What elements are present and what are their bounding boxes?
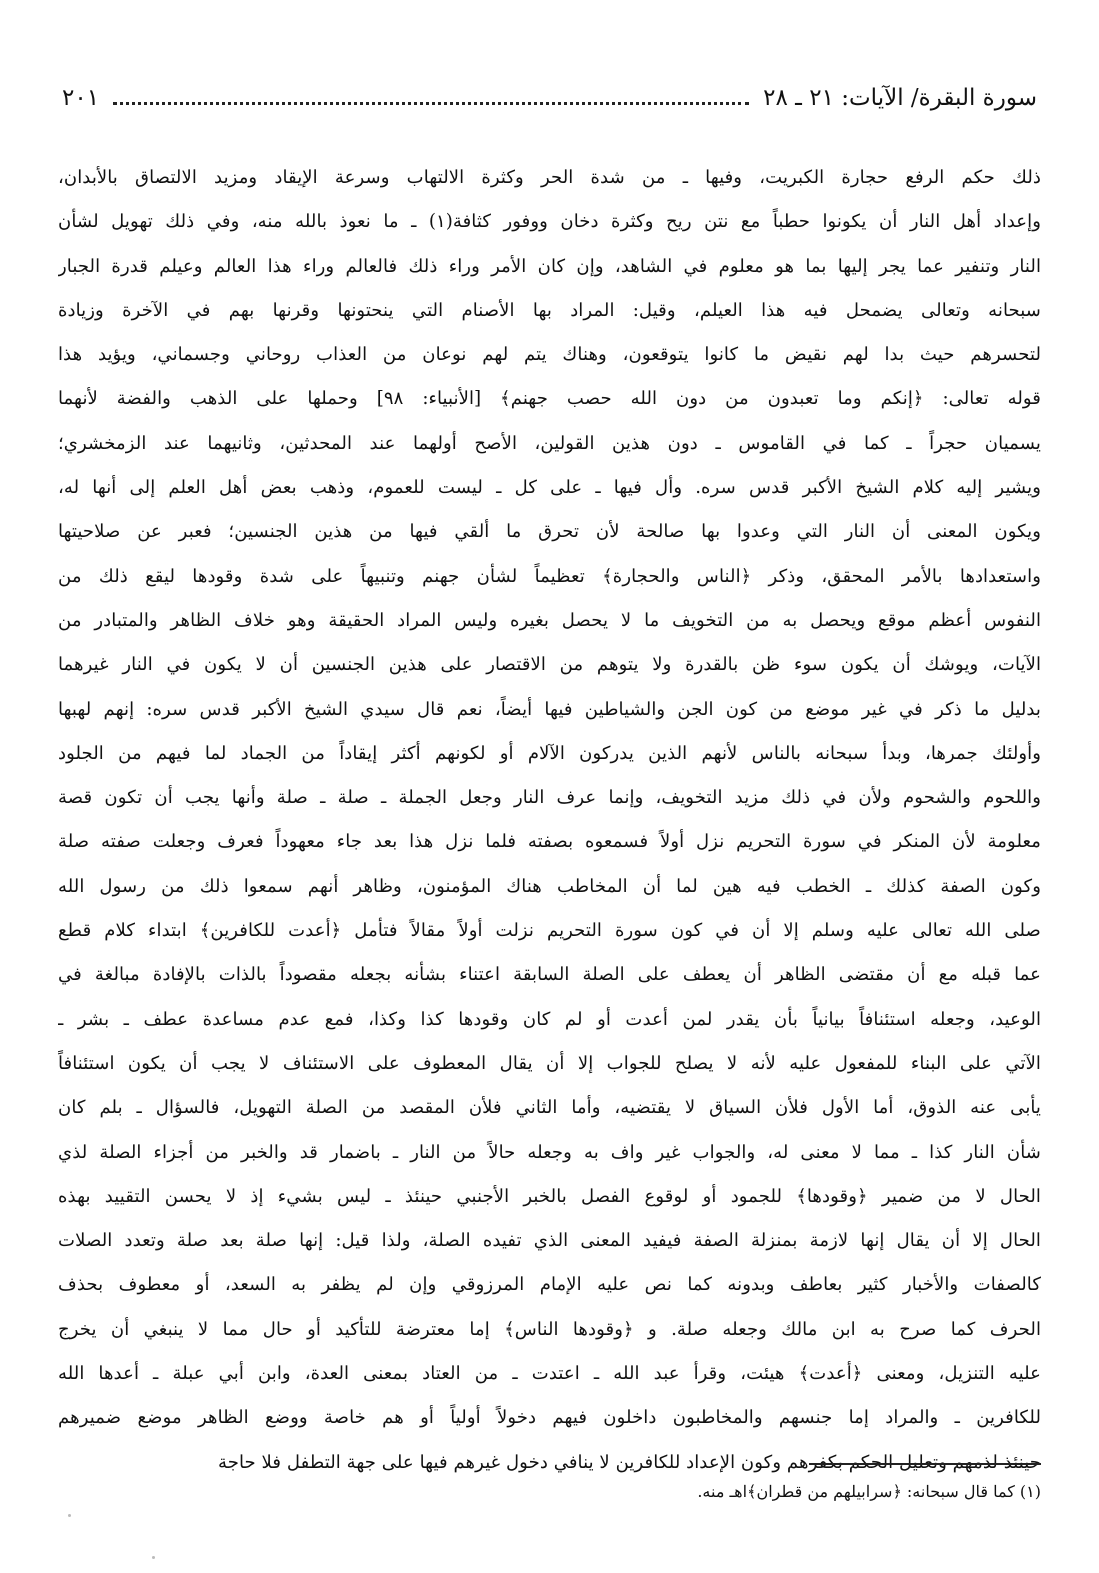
text-line: بدليل ما ذكر في غير موضع من كون الجن والشياطين فيها أيضاً، نعم قال سيدي الشيخ الأكبر قدس سره: إنهم لهبها (58, 698, 1041, 720)
main-text (58, 156, 1041, 1485)
text-line: ويشير إليه كلام الشيخ الأكبر قدس سره. وأل فيها ـ على كل ـ ليست للعموم، وذهب بعض أهل العلم إلى أنها له، (58, 477, 1041, 499)
text-line: عليه التنزيل، ومعنى ﴿أعدت﴾ هيئت، وقرأ عبد الله ـ اعتدت ـ من العتاد بمعنى العدة، وابن أبي عبلة ـ أعدها الله (58, 1363, 1041, 1385)
text-line: الوعيد، وجعله استئنافاً بيانياً بأن يقدر لمن أعدت أو لم كان وقودها كذا وكذا، فمع عدم مساعدة عطف ـ بشر ـ (58, 1008, 1041, 1030)
text-line: كالصفات والأخبار كثير بعاطف وبدونه كما نص عليه الإمام المرزوقي وإن لم يظفر به السعد، أو معطوف بحذف (58, 1274, 1041, 1296)
text-line: الحال لا من ضمير ﴿وقودها﴾ للجمود أو لوقوع الفصل بالخبر الأجنبي حينئذ ـ ليس بشيء إذ لا يحسن التقييد بهذه (58, 1185, 1041, 1207)
text-line: عما قبله مع أن مقتضى الظاهر أن يعطف على الصلة السابقة اعتناء بشأنه بجعله مقصوداً بالذات بالإفادة مبالغة في (58, 964, 1041, 986)
scan-speck (152, 1556, 155, 1559)
text-line: معلومة لأن المنكر في سورة التحريم نزل أولاً فسمعوه بصفته فلما نزل هذا بعد جاء معهوداً فعرف وجعلت صفته صلة (58, 831, 1041, 853)
text-line: وإعداد أهل النار أن يكونوا حطباً مع نتن ريح وكثرة دخان ووفور كثافة(١) ـ ما نعوذ بالله منه، وفي ذلك تهويل لشأن (58, 211, 1041, 233)
text-line: يأبى عنه الذوق، أما الأول فلأن السياق لا يقتضيه، وأما الثاني فلأن المقصد من الصلة التهويل، فالسؤال ـ بلم كان (58, 1097, 1041, 1119)
scan-speck (68, 1514, 71, 1517)
text-line: لتحسرهم حيث بدا لهم نقيض ما كانوا يتوقعون، وهناك يتم لهم نوعان من العذاب روحاني وجسماني، ويؤيد هذا (58, 344, 1041, 366)
text-line: قوله تعالى: ﴿إنكم وما تعبدون من دون الله حصب جهنم﴾ [الأنبياء: ٩٨] وحملها على الذهب والفضة لأنهما (58, 388, 1041, 410)
text-line: شأن النار كذا ـ مما لا معنى له، والجواب غير واف به وجعله حالاً من النار ـ باضمار قد والخبر من أجزاء الصلة لذي (58, 1141, 1041, 1163)
text-line: وكون الصفة كذلك ـ الخطب فيه هين لما أن المخاطب هناك المؤمنون، وظاهر أنهم سمعوا ذلك من رسول الله (58, 875, 1041, 897)
text-line: الحال إلا أن يقال إنها لازمة بمنزلة الصفة فيفيد المعنى الذي تفيده الصلة، ولذا قيل: إنها صلة بعد صلة وتعدد الصلات (58, 1230, 1041, 1252)
text-line: النار وتنفير عما يجر إليها بما هو معلوم في الشاهد، وإن كان الأمر وراء ذلك فالعالم وراء هذا العالم وعيلم قدرة الجبار (58, 255, 1041, 277)
surah-title: سورة البقرة/ الآيات: ٢١ ـ ٢٨ (763, 85, 1037, 111)
page-number: ٢٠١ (62, 85, 100, 111)
footnote: (١) كما قال سبحانه: ﴿سرابيلهم من قطران﴾اهـ منه. (697, 1482, 1041, 1501)
text-line: ويكون المعنى أن النار التي وعدوا بها صالحة لأن تحرق ما ألقي فيها من هذين الجنسين؛ فعبر عن صلاحيتها (58, 521, 1041, 543)
text-line: للكافرين ـ والمراد إما جنسهم والمخاطبون داخلون فيهم دخولاً أولياً أو هم خاصة ووضع الظاهر موضع ضميرهم (58, 1407, 1041, 1429)
text-line: حينئذ لذمهم وتعليل الحكم بكفرهم وكون الإعداد للكافرين لا ينافي دخول غيرهم فيها على جهة التطفل فلا حاجة (217, 1451, 1041, 1473)
text-line: النفوس أعظم موقع ويحصل به من التخويف ما لا يحصل بغيره وليس المراد الحقيقة وهو خلاف الظاهر والمتبادر من (58, 609, 1041, 631)
text-line: الآتي على البناء للمفعول عليه لأنه لا يصلح للجواب إلا أن يقال المعطوف على الاستئناف لا يجب أن يكون استئنافاً (58, 1052, 1041, 1074)
text-line: ذلك حكم الرفع حجارة الكبريت، وفيها ـ من شدة الحر وكثرة الالتهاب وسرعة الإيقاد ومزيد الالتصاق بالأبدان، (58, 167, 1041, 188)
text-line: سبحانه وتعالى يضمحل فيه هذا العيلم، وقيل: المراد بها الأصنام التي ينحتونها وقرنها بهم في الآخرة وزيادة (58, 299, 1041, 321)
running-header (62, 78, 1037, 118)
text-line: يسميان حجراً ـ كما في القاموس ـ دون هذين القولين، الأصح أولهما عند المحدثين، وثانيهما عند الزمخشري؛ (58, 432, 1041, 454)
text-line: الحرف كما صرح به ابن مالك وجعله صلة. و ﴿وقودها الناس﴾ إما معترضة للتأكيد أو حال مما لا ينبغي أن يخرج (58, 1318, 1041, 1340)
text-line: واللحوم والشحوم ولأن في ذلك مزيد التخويف، وإنما عرف النار وجعل الجملة ـ صلة ـ صلة وأنها يجب أن تكون قصة (58, 787, 1041, 809)
text-line: صلى الله تعالى عليه وسلم إلا أن في كون سورة التحريم نزلت أولاً مقالاً فتأمل ﴿أعدت للكافرين﴾ ابتداء كلام قطع (58, 920, 1041, 942)
text-line: وأولئك جمرها، وبدأ سبحانه بالناس لأنهم الذين يدركون الآلام أو لكونهم أكثر إيقاداً من الجماد لما فيهم من الجلود (58, 742, 1041, 764)
header-dot-leader (113, 88, 749, 105)
text-line: الآيات، ويوشك أن يكون سوء ظن بالقدرة ولا يتوهم من الاقتصار على هذين الجنسين أن لا يكون في النار غيرهما (58, 654, 1041, 676)
text-line: واستعدادها بالأمر المحقق، وذكر ﴿الناس والحجارة﴾ تعظيماً لشأن جهنم وتنبيهاً على شدة وقودها ليقع ذلك من (58, 565, 1041, 587)
footnote-separator (809, 1463, 1041, 1465)
